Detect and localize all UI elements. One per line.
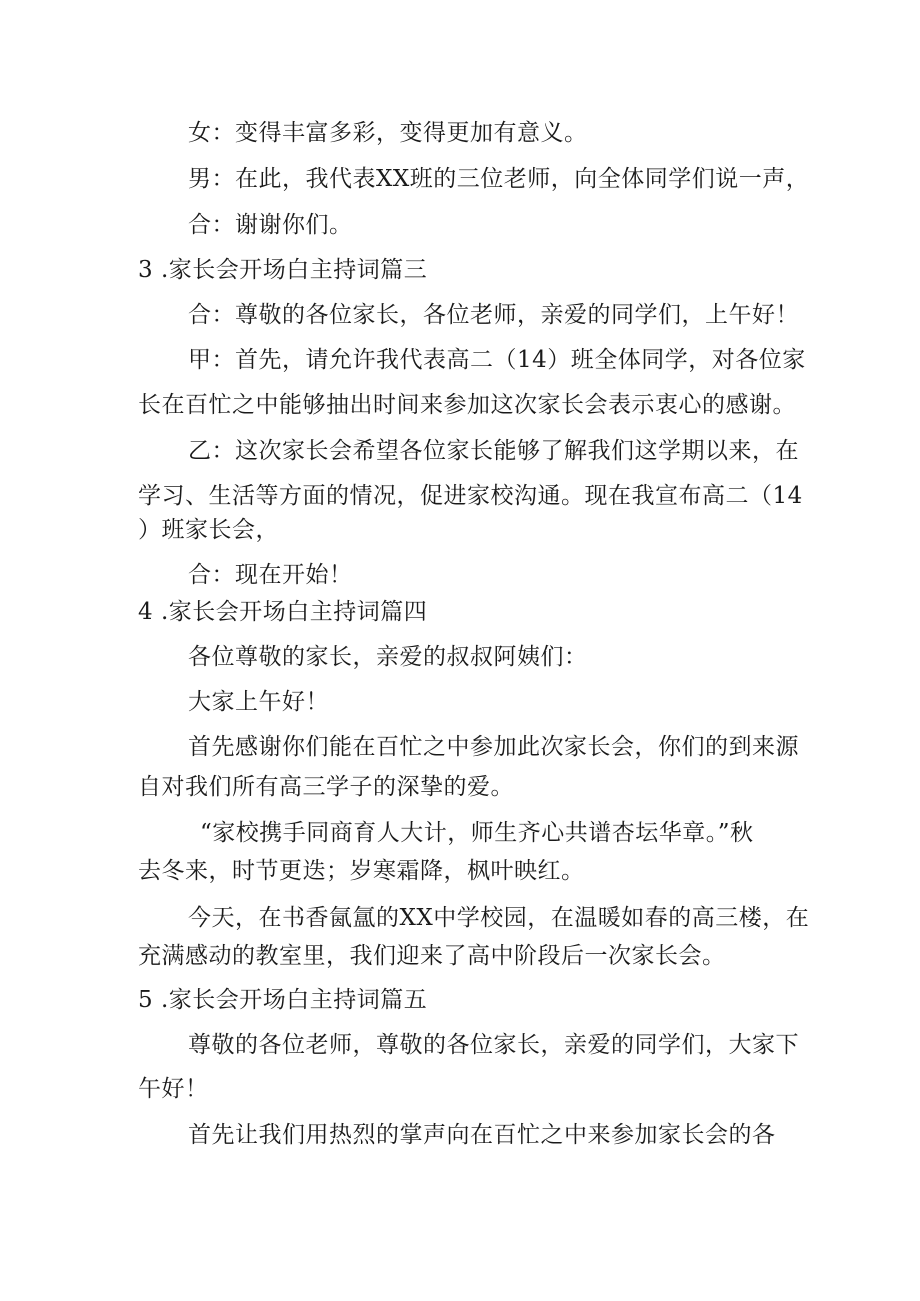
text-line: 今天，在书香氤氲的XX中学校园，在温暖如春的高三楼，在	[188, 905, 810, 931]
text-line: 去冬来，时节更迭；岁寒霜降，枫叶映红。	[138, 858, 585, 884]
text-line: 午好！	[138, 1076, 209, 1102]
section-heading: 4 .家长会开场白主持词篇四	[138, 599, 428, 625]
text-line: 首先感谢你们能在百忙之中参加此次家长会，你们的到来源	[188, 734, 799, 760]
text-line: 合：尊敬的各位家长，各位老师，亲爱的同学们，上午好！	[188, 302, 799, 328]
text-line: 尊敬的各位老师，尊敬的各位家长，亲爱的同学们，大家下	[188, 1032, 799, 1058]
text-line: 首先让我们用热烈的掌声向在百忙之中来参加家长会的各	[188, 1122, 776, 1148]
text-line: “家校携手同商育人大计，师生齐心共谱杏坛华章。”秋	[200, 820, 754, 846]
text-line: 男：在此，我代表XX班的三位老师，向全体同学们说一声，	[188, 166, 810, 192]
text-line: 大家上午好！	[188, 689, 329, 715]
text-line: 合：现在开始！	[188, 562, 353, 588]
section-heading: 5 .家长会开场白主持词篇五	[138, 987, 428, 1013]
text-line: 学习、生活等方面的情况，促进家校沟通。现在我宣布高二（14	[138, 483, 803, 509]
text-line: 各位尊敬的家长，亲爱的叔叔阿姨们：	[188, 644, 588, 670]
text-line: 乙：这次家长会希望各位家长能够了解我们这学期以来，在	[188, 438, 799, 464]
text-line: 充满感动的教室里，我们迎来了高中阶段后一次家长会。	[138, 943, 726, 969]
text-line: 甲：首先，请允许我代表高二（14）班全体同学，对各位家	[188, 347, 806, 373]
text-line: ）班家长会，	[138, 517, 279, 543]
section-heading: 3 .家长会开场白主持词篇三	[138, 257, 428, 283]
text-line: 女：变得丰富多彩，变得更加有意义。	[188, 120, 588, 146]
text-line: 合：谢谢你们。	[188, 212, 353, 238]
text-line: 自对我们所有高三学子的深挚的爱。	[138, 774, 514, 800]
text-line: 长在百忙之中能够抽出时间来参加这次家长会表示衷心的感谢。	[138, 392, 796, 418]
